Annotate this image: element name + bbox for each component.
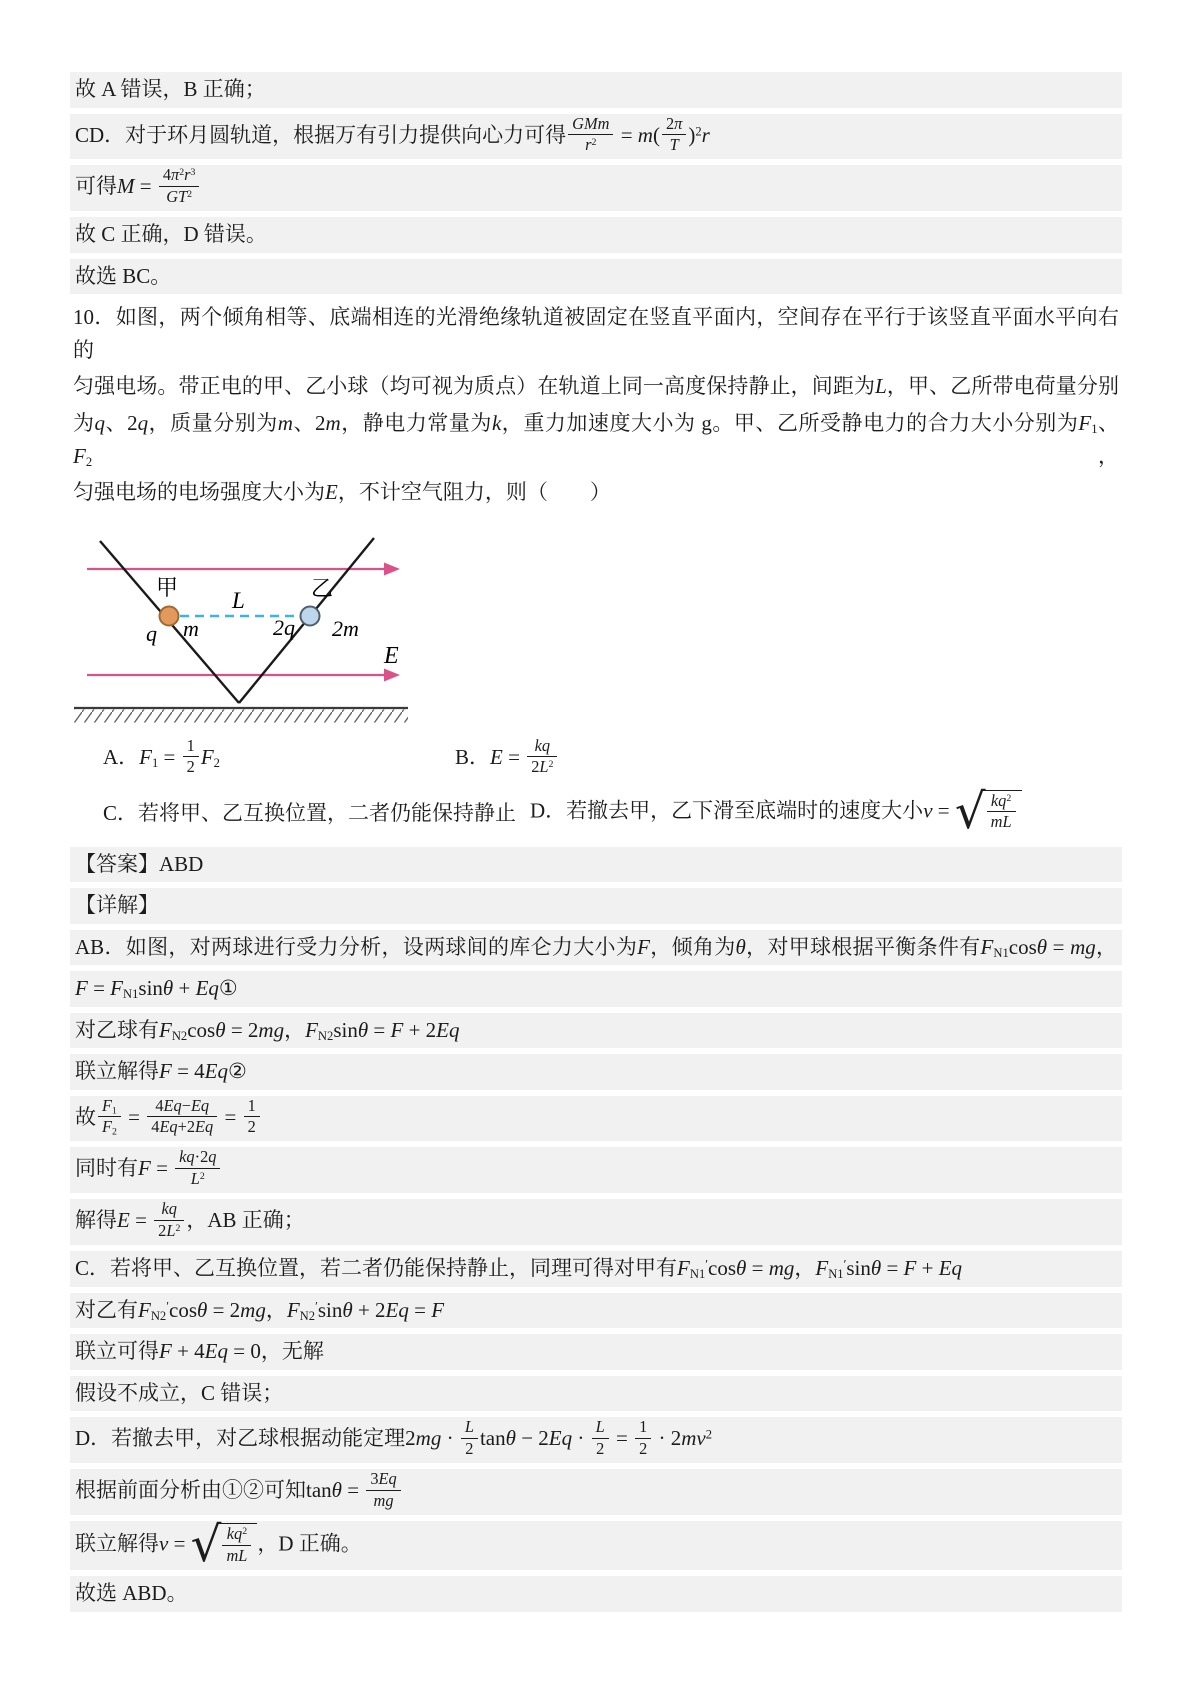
- text-line: 解得E = $\frac{kq}{2L^2}$ ，AB 正确；: [70, 1199, 1122, 1245]
- text-line: 联立解得F = 4Eq②: [70, 1054, 1122, 1090]
- question-diagram: [72, 516, 412, 724]
- text-line: 10．如图，两个倾角相等、底端相连的光滑绝缘轨道被固定在竖直平面内，空间存在平行于该竖直平面水平向右的: [73, 305, 1119, 362]
- label-charge-2q: 2q: [273, 614, 295, 640]
- ground-hatching: [74, 709, 408, 722]
- text-line: 可得M = $\frac{4\pi^2r^3}{GT^2}$: [70, 165, 1122, 211]
- question-10-text: [70, 300, 1122, 509]
- previous-question-solution: [70, 72, 1122, 294]
- label-ball-jia: 甲: [156, 574, 179, 600]
- option-c: C．若将甲、乙互换位置，二者仍能保持静止: [103, 801, 517, 826]
- ball-jia: [160, 606, 179, 625]
- text-line: 根据前面分析由①②可知tanθ = $\frac{3Eq}{mg}$: [70, 1469, 1122, 1515]
- option-a: A．$F_1$ = $\frac{1}{2}$ $F_2$: [103, 735, 220, 777]
- text-line: 匀强电场的电场强度大小为E，不计空气阻力，则（ ）: [73, 480, 611, 505]
- text-line: 为q、2q，质量分别为m、2m，静电力常量为k，重力加速度大小为 g。甲、乙所受静电力的合力大小分别为$F_1$、$F_2$，: [73, 411, 1120, 469]
- text-line: 匀强电场。带正电的甲、乙小球（均可视为质点）在轨道上同一高度保持静止，间距为L，甲、乙所带电荷量分别: [73, 374, 1120, 399]
- label-ball-yi: 乙: [311, 575, 334, 601]
- option-b: B．E = $\frac{kq}{2L^2}$: [455, 738, 559, 780]
- label-charge-q: q: [146, 620, 157, 646]
- text-line: 故选 ABD。: [70, 1576, 1122, 1612]
- ball-yi: [301, 606, 320, 625]
- question-10-solution: [70, 847, 1122, 1612]
- text-line: 【详解】: [70, 888, 1122, 924]
- field-arrowhead-bottom: [384, 668, 400, 681]
- text-line: 对乙球有$F_{N2}\cos\theta = 2mg$，$F_{N2}\sin\theta = F + 2Eq$: [70, 1013, 1122, 1049]
- label-field-E: E: [384, 642, 399, 669]
- option-d: D．若撤去甲，乙下滑至底端时的速度大小v = √ $\frac{kq^2}{mL}$: [530, 790, 1022, 835]
- question-diagram-container: [72, 516, 1122, 730]
- text-line: 故 $\frac{F_1}{F_2}$ = $\frac{4Eq-Eq}{4Eq+2Eq}$ = $\frac{1}{2}$: [70, 1096, 1122, 1142]
- text-line: D．若撤去甲，对乙球根据动能定理2mg · $\frac{L}{2}$ tanθ − 2Eq · $\frac{L}{2}$ = $\frac{1}{2}$ · $2mv^2$: [70, 1417, 1122, 1463]
- field-arrowhead-top: [384, 562, 400, 575]
- options-row-cd: [103, 783, 1122, 840]
- text-line: 同时有F = $\frac{kq\cdot 2q}{L^2}$: [70, 1147, 1122, 1193]
- text-line: AB．如图，对两球进行受力分析，设两球间的库仑力大小为F，倾角为θ，对甲球根据平衡条件有$F_{N1}\cos\theta$ = mg，: [70, 930, 1122, 966]
- label-mass-2m: 2m: [332, 615, 359, 641]
- text-line: C．若将甲、乙互换位置，若二者仍能保持静止，同理可得对甲有$F_{N1}'\cos\theta$ = mg，$F_{N1}'\sin\theta = F + Eq$: [70, 1251, 1122, 1287]
- text-line: 对乙有$F_{N2}'\cos\theta = 2mg$，$F_{N2}'\sin\theta + 2Eq = F$: [70, 1293, 1122, 1329]
- text-line: 联立解得v = √ $\frac{kq^2}{mL}$ ，D 正确。: [70, 1521, 1122, 1570]
- label-mass-m: m: [183, 615, 199, 641]
- label-distance-L: L: [232, 587, 245, 613]
- text-line: 【答案】ABD: [70, 847, 1122, 883]
- text-line: 故 A 错误，B 正确；: [70, 72, 1122, 108]
- text-line: CD．对于环月圆轨道，根据万有引力提供向心力可得 $\frac{\text{GMm}}{r^2}$ = m( $\frac{2\pi}{T}$ )$^2$r: [70, 114, 1122, 160]
- text-line: 联立可得F + 4Eq = 0，无解: [70, 1334, 1122, 1370]
- options-row-ab: [103, 735, 1122, 780]
- text-line: 故 C 正确，D 错误。: [70, 217, 1122, 253]
- text-line: $F = F_{N1}\sin\theta$ + Eq①: [70, 971, 1122, 1007]
- text-line: 假设不成立，C 错误；: [70, 1376, 1122, 1412]
- text-line: 故选 BC。: [70, 259, 1122, 295]
